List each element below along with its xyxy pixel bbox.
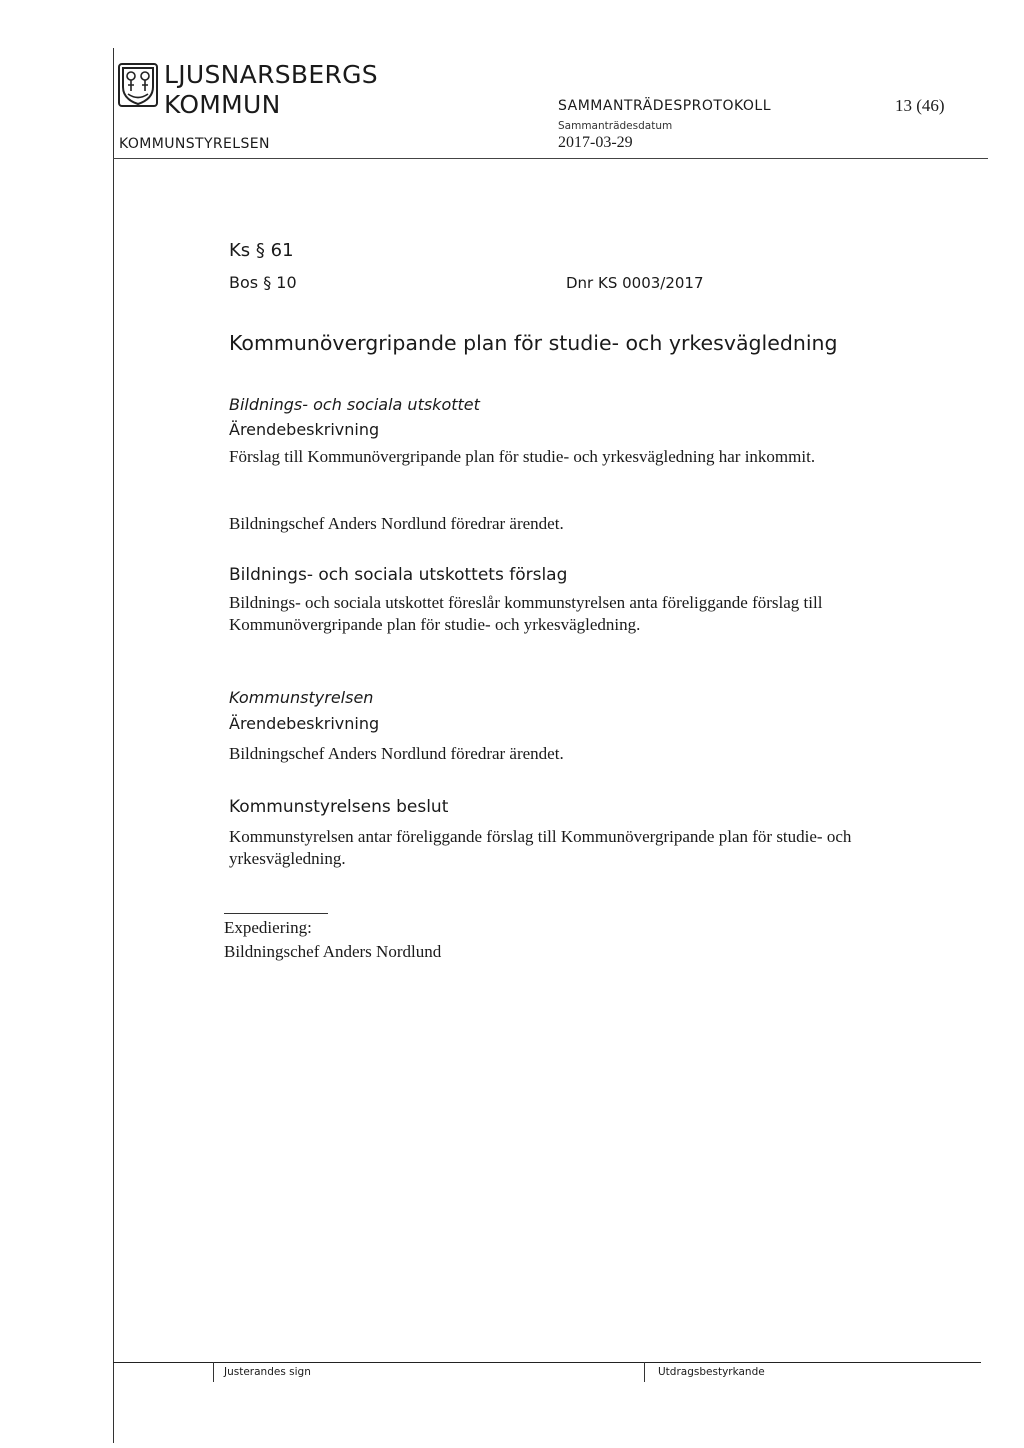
case-description-text: Förslag till Kommunövergripande plan för studie- och yrkesvägledning har inkommit. [229,447,816,466]
meeting-date-label: Sammanträdesdatum [558,120,673,132]
case-description-heading: Ärendebeskrivning [229,420,380,439]
presenter-text: Bildningschef Anders Nordlund föredrar ärendet. [229,744,564,763]
meeting-date: 2017-03-29 [558,134,633,151]
proposal-heading: Bildnings- och sociala utskottets förslag [229,565,568,585]
decision-text: Kommunstyrelsen antar föreliggande förslag till Kommunövergripande plan för studie- och yrkesvägledning. [229,827,852,868]
footer-column-divider [213,1362,214,1382]
header-divider [113,158,988,159]
expedition-recipient: Bildningschef Anders Nordlund [224,942,442,961]
item-title: Kommunövergripande plan för studie- och yrkesvägledning [229,331,838,355]
diary-number: Dnr KS 0003/2017 [566,274,704,292]
municipality-name-line2: KOMMUN [164,90,281,119]
left-margin-line [113,48,114,1443]
municipality-name-line1: LJUSNARSBERGS [164,60,378,89]
footer-column-divider [644,1362,645,1382]
page-number: 13 (46) [895,96,945,115]
presenter-text: Bildningschef Anders Nordlund föredrar ärendet. [229,514,564,533]
paragraph-reference: Ks § 61 [229,240,294,261]
extract-certification-label: Utdragsbestyrkande [658,1366,765,1378]
signature-box-label: Justerandes sign [224,1366,311,1378]
committee-paragraph-reference: Bos § 10 [229,273,297,292]
municipal-coat-of-arms-icon [118,63,158,107]
footer-divider [113,1362,981,1363]
expedition-label: Expediering: [224,918,312,937]
proposal-text: Bildnings- och sociala utskottet föreslår kommunstyrelsen anta föreliggande förslag till Kommunövergripande plan för studie- och yrkesvägledning. [229,593,823,634]
expedition-divider [224,913,328,914]
decision-heading: Kommunstyrelsens beslut [229,797,449,817]
board-name: Kommunstyrelsen [229,688,374,707]
case-description-heading: Ärendebeskrivning [229,714,380,733]
committee-name: Bildnings- och sociala utskottet [229,395,480,414]
document-type: SAMMANTRÄDESPROTOKOLL [558,98,772,114]
department-name: KOMMUNSTYRELSEN [119,136,270,152]
